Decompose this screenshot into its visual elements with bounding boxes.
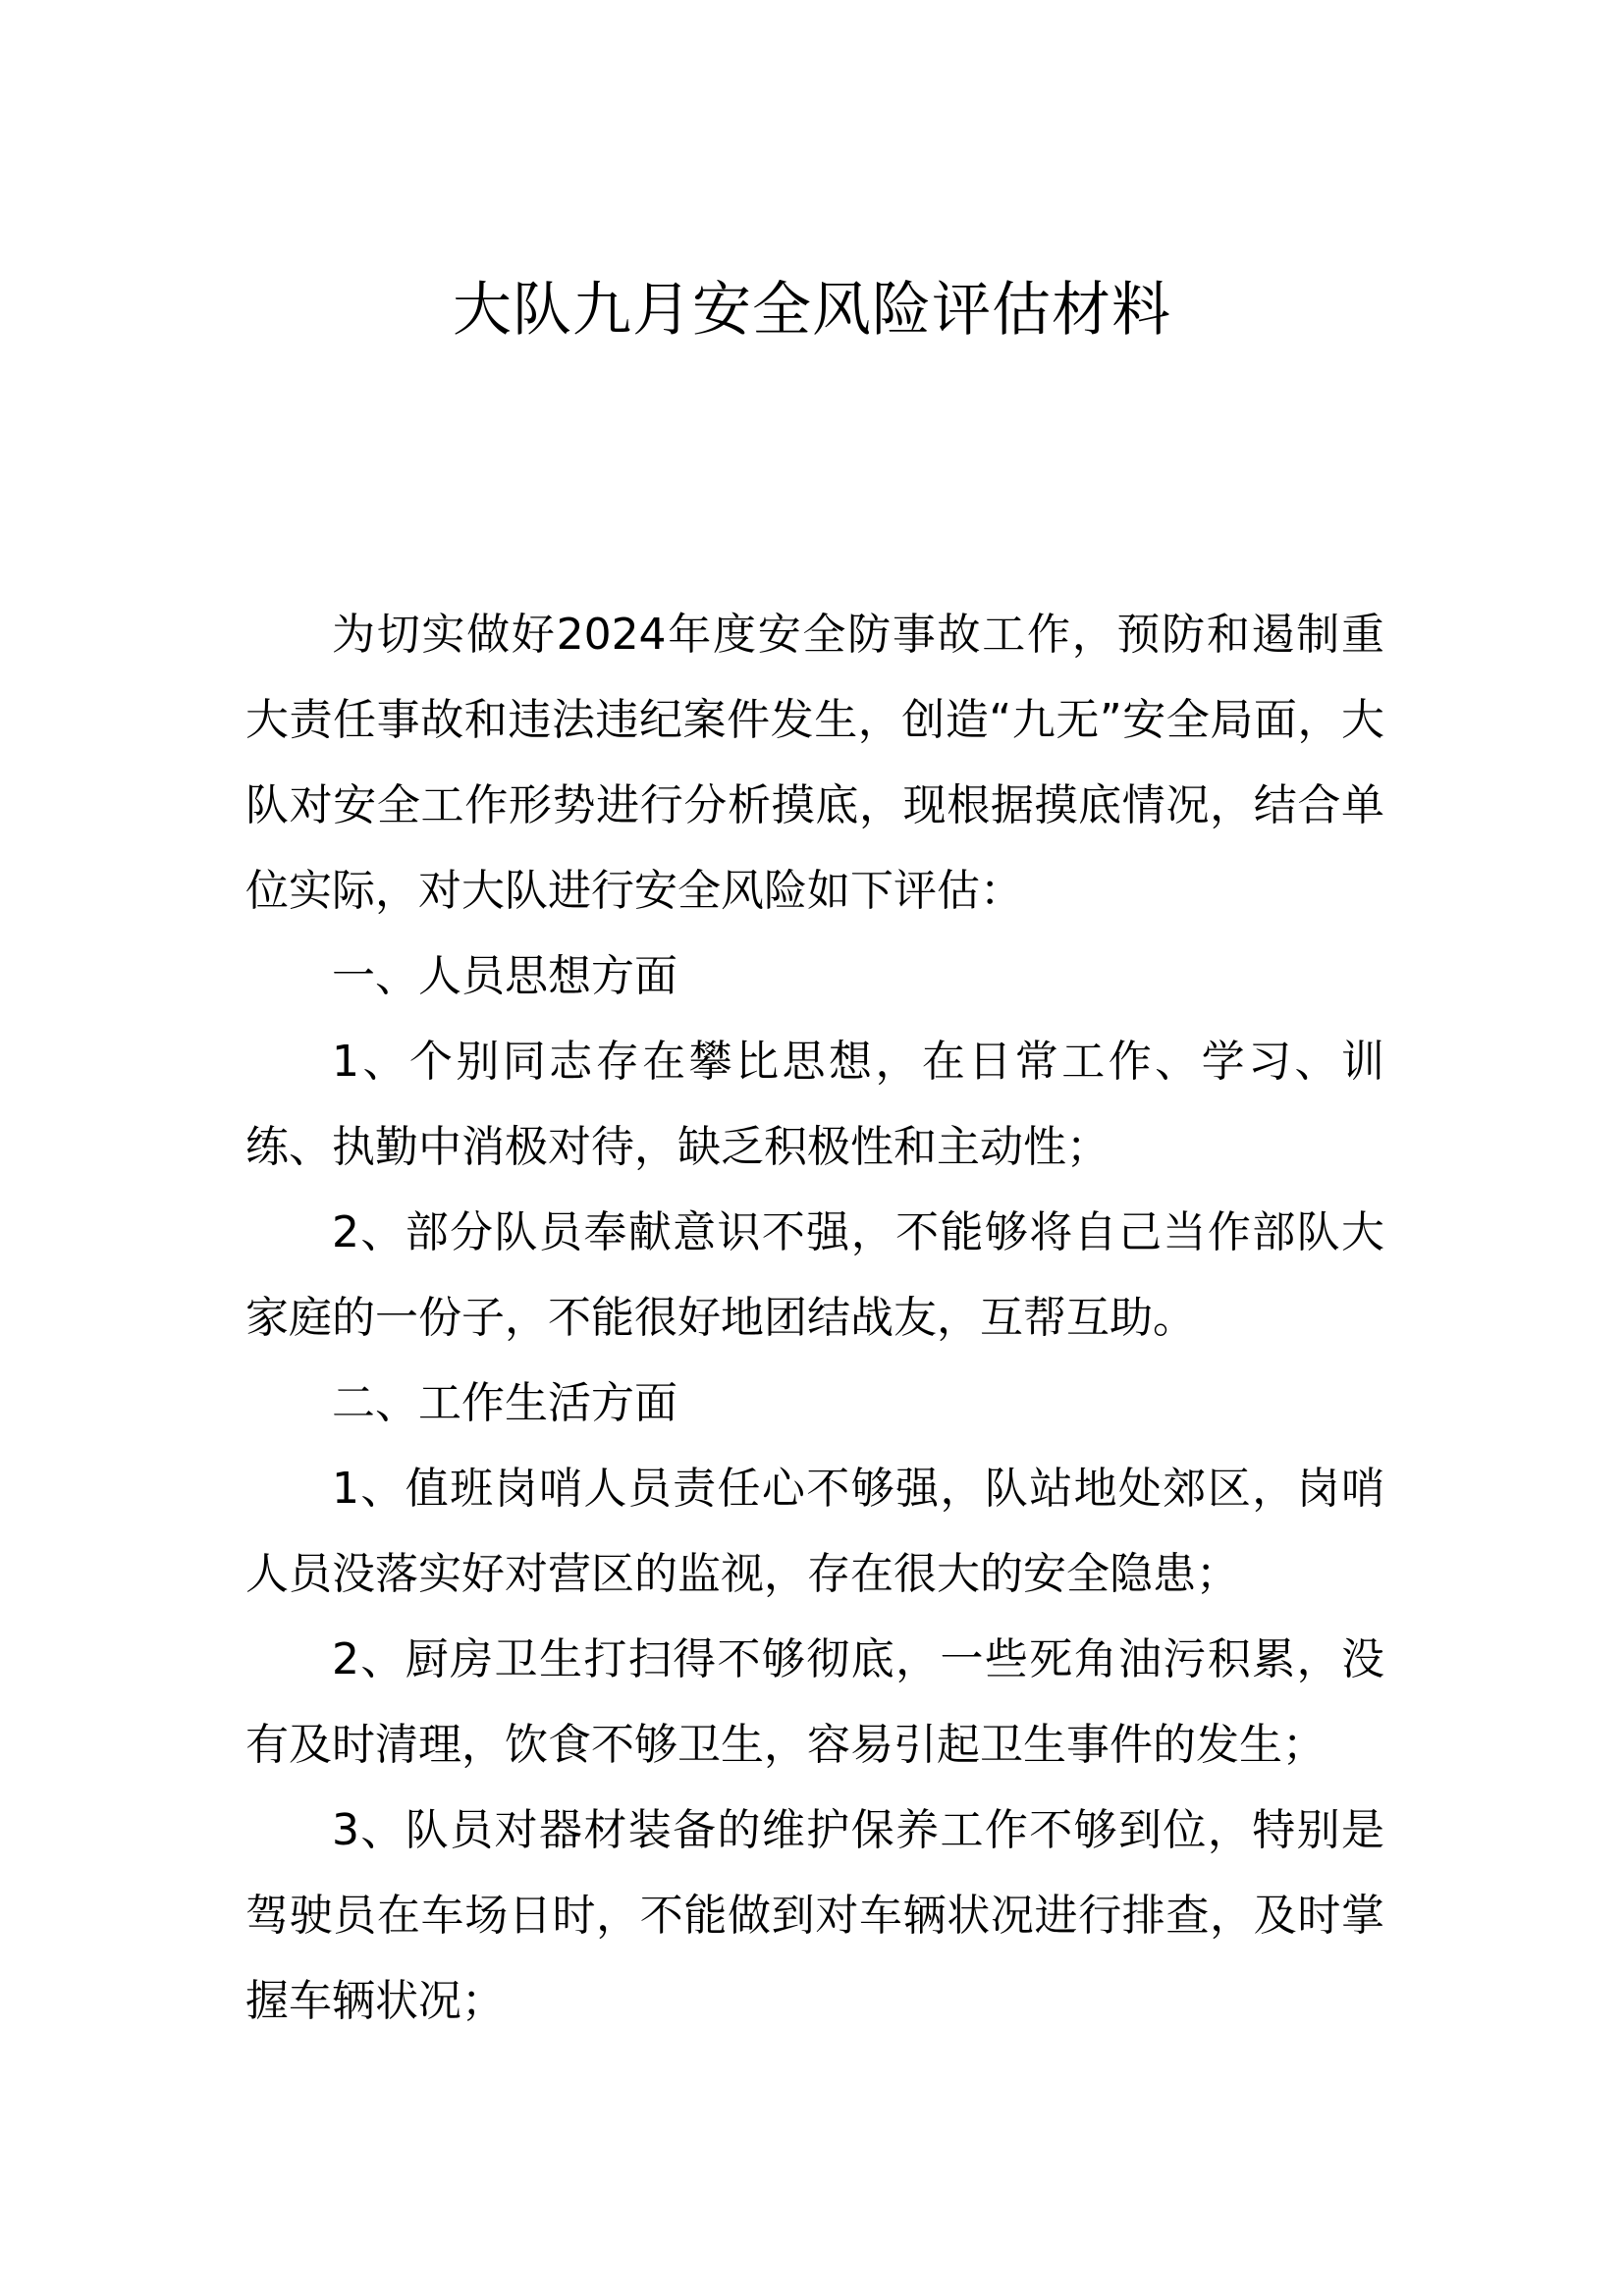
- section-heading-work-life: 二、工作生活方面: [332, 1378, 677, 1428]
- list-item-paragraph: 3、队员对器材装备的维护保养工作不够到位，特别是驾驶员在车场日时，不能做到对车辆状况进行排查，及时掌握车辆状况；: [245, 1805, 1384, 2026]
- list-item-paragraph: 2、部分队员奉献意识不强，不能够将自己当作部队大家庭的一份子，不能很好地团结战友，互帮互助。: [245, 1207, 1384, 1343]
- list-item-paragraph: 2、厨房卫生打扫得不够彻底，一些死角油污积累，没有及时清理，饮食不够卫生，容易引起卫生事件的发生；: [245, 1634, 1384, 1770]
- list-item-paragraph: 1、个别同志存在攀比思想，在日常工作、学习、训练、执勤中消极对待，缺乏积极性和主动性；: [245, 1037, 1384, 1172]
- document-title: 大队九月安全风险评估材料: [453, 276, 1171, 345]
- list-item-paragraph: 1、值班岗哨人员责任心不够强，队站地处郊区，岗哨人员没落实好对营区的监视，存在很大的安全隐患；: [245, 1464, 1384, 1599]
- document-body: [245, 592, 1384, 2044]
- intro-paragraph: 为切实做好2024年度安全防事故工作，预防和遏制重大责任事故和违法违纪案件发生，创造“九无”安全局面，大队对安全工作形势进行分析摸底，现根据摸底情况，结合单位实际，对大队进行安全风险如下评估：: [245, 610, 1384, 916]
- section-heading-personnel-thinking: 一、人员思想方面: [332, 951, 677, 1001]
